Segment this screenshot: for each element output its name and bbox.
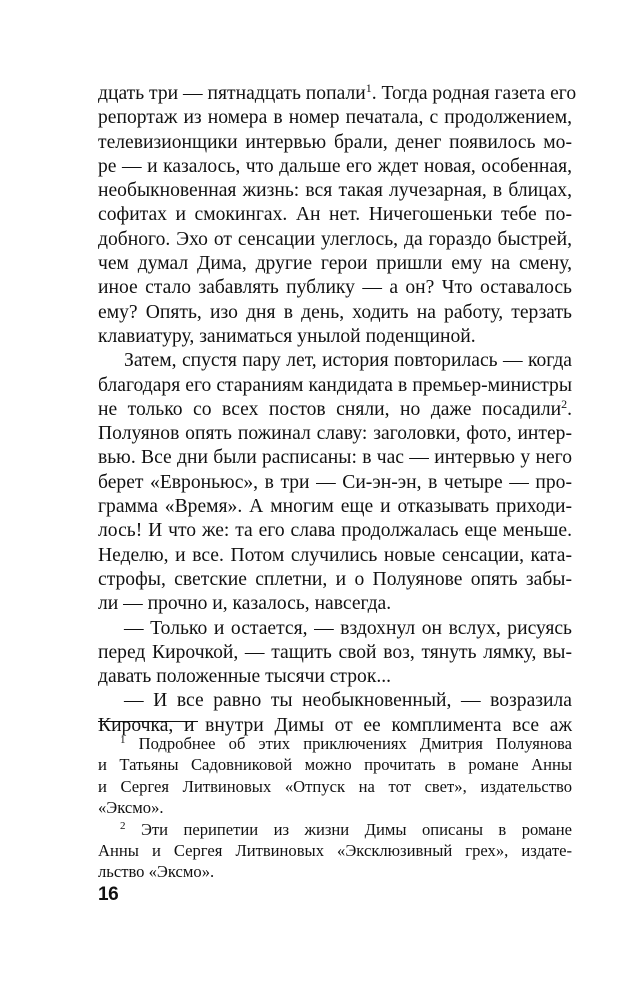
footnote-line: и Сергея Литвиновых «Отпуск на тот свет», издательство	[98, 776, 572, 796]
text-line: клавиатуру, заниматься унылой поденщиной.	[98, 325, 476, 347]
page-body	[98, 81, 577, 738]
text-line: ли — прочно и, казалось, навсегда.	[98, 593, 392, 615]
text-line: чем думал Дима, другие герои пришли ему на смену,	[98, 253, 572, 275]
paragraph	[98, 617, 572, 690]
footnote-line: льство «Эксмо».	[98, 862, 215, 882]
paragraph	[98, 689, 572, 738]
text-line: репортаж из номера в номер печатала, с продолжением,	[98, 107, 572, 129]
footnote-marker: 1	[365, 81, 372, 95]
text-line: ре — и казалось, что дальше его ждет новая, особенная,	[98, 155, 572, 177]
text-line: иное стало забавлять публику — а он? Что оставалось	[98, 277, 572, 299]
text-line: необыкновенная жизнь: вся такая лучезарная, в блицах,	[98, 180, 572, 202]
text-line: телевизионщики интервью брали, денег появилось мо-	[98, 131, 572, 153]
text-line: грамма «Время». А многим еще и отказывать приходи-	[98, 496, 572, 518]
text-line: не только со всех постов сняли, но даже посадили$^2$.	[98, 396, 572, 420]
footnote-line: и Татьяны Садовниковой можно прочитать в романе Анны	[98, 755, 572, 775]
text-line: Затем, спустя пару лет, история повторилась — когда	[124, 350, 572, 372]
text-line: благодаря его стараниям кандидата в премьер-министры	[98, 374, 572, 396]
text-line: строфы, светские сплетни, и о Полуянове опять забы-	[98, 568, 572, 590]
footnote-line: $^1$ Подробнее об этих приключениях Дмитрия Полуянова	[120, 734, 572, 753]
paragraph	[98, 81, 577, 349]
text-line: дцать три — пятнадцать попали$^1$. Тогда родная газета его	[98, 81, 577, 104]
text-line: ему? Опять, изо дня в день, ходить на работу, терзать	[98, 301, 572, 323]
text-line: Кирочка, и внутри Димы от ее комплимента все аж	[98, 714, 572, 736]
text-line: Полуянов опять пожинал славу: заголовки, фото, интер-	[98, 423, 572, 445]
footnote-separator	[98, 721, 198, 722]
footnotes	[98, 733, 572, 883]
text-line: — И все равно ты необыкновенный, — возразила	[124, 690, 572, 712]
footnote	[98, 733, 572, 819]
footnote-line: «Эксмо».	[98, 798, 164, 818]
footnote-line: Анны и Сергея Литвиновых «Эксклюзивный грех», издате-	[98, 840, 572, 860]
footnote-marker: 1	[120, 734, 126, 746]
footnote	[98, 819, 572, 883]
text-line: — Только и остается, — вздохнул он вслух, рисуясь	[124, 617, 572, 639]
text-line: лось! И что же: та его слава продолжалась еще меньше.	[98, 520, 572, 542]
footnote-marker: 2	[561, 396, 568, 411]
paragraph	[98, 349, 572, 616]
text-line: софитах и смокингах. Ан нет. Ничегошеньки тебе по-	[98, 204, 572, 226]
text-line: добного. Эхо от сенсации улеглось, да гораздо быстрей,	[98, 228, 572, 250]
footnote-marker: 2	[120, 819, 126, 832]
text-line: берет «Евроньюс», в три — Си-эн-эн, в четыре — про-	[98, 471, 572, 493]
footnote-line: $^2$ Эти перипетии из жизни Димы описаны в романе	[120, 819, 572, 839]
text-line: вью. Все дни были расписаны: в час — интервью у него	[98, 447, 572, 469]
text-line: давать положенные тысячи строк...	[98, 666, 392, 688]
text-line: Неделю, и все. Потом случились новые сенсации, ката-	[98, 544, 572, 566]
page-number: 16	[98, 884, 119, 905]
text-line: перед Кирочкой, — тащить свой воз, тянуть лямку, вы-	[98, 641, 572, 663]
